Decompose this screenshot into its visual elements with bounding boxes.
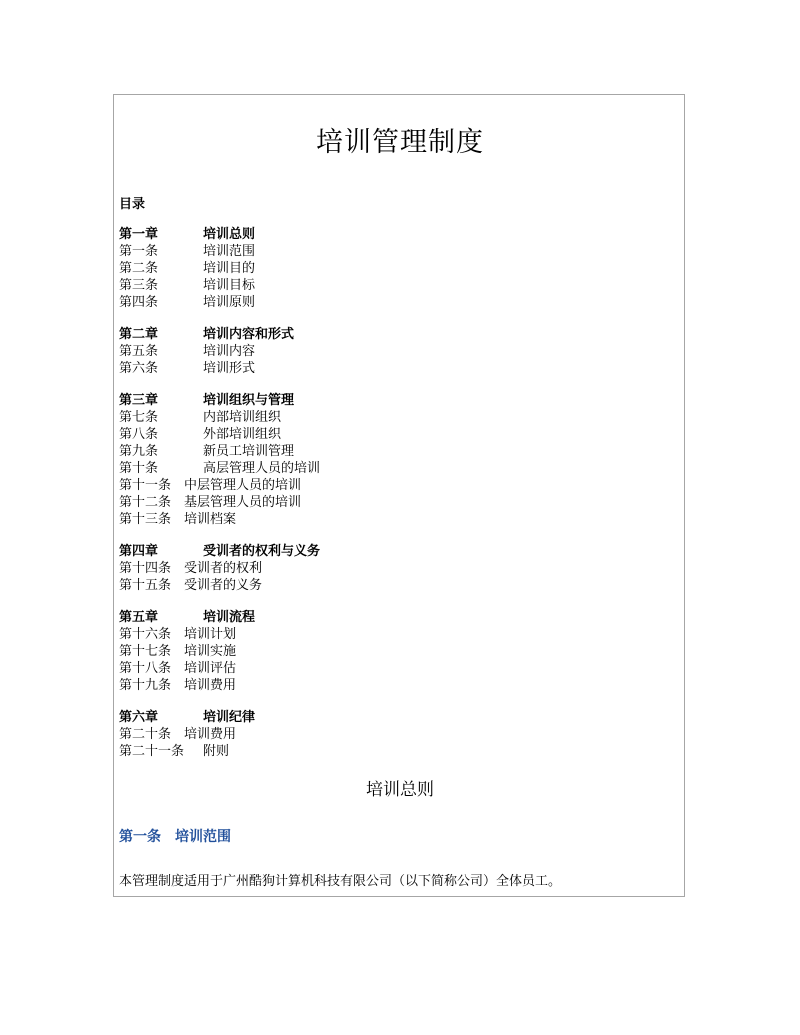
toc-gap [119,311,320,326]
toc-article-row [119,577,320,594]
toc-entry-title: 附则 [203,744,230,759]
toc-article-row [119,426,320,443]
toc-article-row [119,677,320,694]
toc-entry-number: 第十五条 [119,578,172,593]
toc-gap [119,528,320,543]
toc-entry-title: 培训形式 [203,361,256,376]
section-title: 培训总则 [366,780,434,800]
toc-entry-number: 第十七条 [119,644,172,659]
toc-entry-number: 第十条 [119,461,159,476]
toc-entry-number: 第八条 [119,427,159,442]
toc-entry-title: 培训费用 [184,727,237,742]
toc-entry-title: 培训流程 [203,610,256,625]
toc-entry-number: 第十六条 [119,627,172,642]
table-of-contents [119,226,320,760]
toc-article-row [119,460,320,477]
toc-entry-title: 中层管理人员的培训 [184,478,302,493]
toc-chapter-row [119,392,320,409]
toc-entry-number: 第二条 [119,261,159,276]
document-title: 培训管理制度 [316,127,484,158]
toc-entry-number: 第九条 [119,444,159,459]
toc-article-row [119,409,320,426]
toc-entry-number: 第五条 [119,344,159,359]
toc-article-row [119,260,320,277]
toc-entry-number: 第三条 [119,278,159,293]
toc-article-row [119,743,320,760]
toc-entry-number: 第五章 [119,610,159,625]
toc-entry-title: 新员工培训管理 [203,444,295,459]
toc-article-row [119,360,320,377]
toc-entry-number: 第二十条 [119,727,172,742]
toc-gap [119,594,320,609]
toc-article-row [119,477,320,494]
toc-article-row [119,243,320,260]
toc-chapter-row [119,543,320,560]
toc-label: 目录 [119,197,146,212]
toc-entry-title: 培训纪律 [203,710,256,725]
toc-entry-title: 外部培训组织 [203,427,282,442]
toc-entry-title: 培训内容 [203,344,256,359]
toc-entry-title: 培训目的 [203,261,256,276]
toc-article-row [119,626,320,643]
toc-entry-title: 培训评估 [184,661,237,676]
article-heading-title: 培训范围 [175,829,231,845]
toc-article-row [119,643,320,660]
toc-entry-number: 第十二条 [119,495,172,510]
toc-chapter-row [119,326,320,343]
toc-entry-number: 第一条 [119,244,159,259]
toc-gap [119,377,320,392]
toc-article-row [119,560,320,577]
toc-entry-title: 高层管理人员的培训 [203,461,321,476]
toc-entry-number: 第一章 [119,227,159,242]
toc-entry-title: 受训者的权利与义务 [203,544,321,559]
toc-entry-title: 培训原则 [203,295,256,310]
toc-entry-title: 培训内容和形式 [203,327,295,342]
toc-chapter-row [119,609,320,626]
toc-entry-title: 受训者的权利 [184,561,263,576]
toc-entry-number: 第四章 [119,544,159,559]
article-heading-number: 第一条 [119,829,161,845]
toc-article-row [119,343,320,360]
article-heading [119,826,231,846]
toc-entry-number: 第六章 [119,710,159,725]
toc-entry-title: 培训总则 [203,227,256,242]
toc-entry-title: 培训费用 [184,678,237,693]
toc-article-row [119,277,320,294]
toc-entry-title: 培训计划 [184,627,237,642]
body-paragraph: 本管理制度适用于广州酷狗计算机科技有限公司（以下简称公司）全体员工。 [119,874,562,889]
toc-entry-number: 第十八条 [119,661,172,676]
toc-entry-number: 第十九条 [119,678,172,693]
toc-gap [119,694,320,709]
toc-entry-title: 培训实施 [184,644,237,659]
toc-entry-number: 第二十一条 [119,744,185,759]
toc-entry-title: 培训组织与管理 [203,393,295,408]
toc-entry-number: 第二章 [119,327,159,342]
toc-article-row [119,443,320,460]
toc-entry-number: 第十三条 [119,512,172,527]
toc-chapter-row [119,709,320,726]
toc-entry-title: 受训者的义务 [184,578,263,593]
toc-entry-number: 第十一条 [119,478,172,493]
toc-article-row [119,660,320,677]
toc-chapter-row [119,226,320,243]
toc-entry-title: 内部培训组织 [203,410,282,425]
toc-article-row [119,511,320,528]
toc-article-row [119,494,320,511]
toc-entry-number: 第四条 [119,295,159,310]
toc-entry-title: 基层管理人员的培训 [184,495,302,510]
toc-entry-number: 第六条 [119,361,159,376]
toc-article-row [119,726,320,743]
toc-article-row [119,294,320,311]
toc-entry-title: 培训目标 [203,278,256,293]
toc-entry-number: 第十四条 [119,561,172,576]
toc-entry-number: 第三章 [119,393,159,408]
toc-entry-title: 培训范围 [203,244,256,259]
toc-entry-number: 第七条 [119,410,159,425]
toc-entry-title: 培训档案 [184,512,237,527]
